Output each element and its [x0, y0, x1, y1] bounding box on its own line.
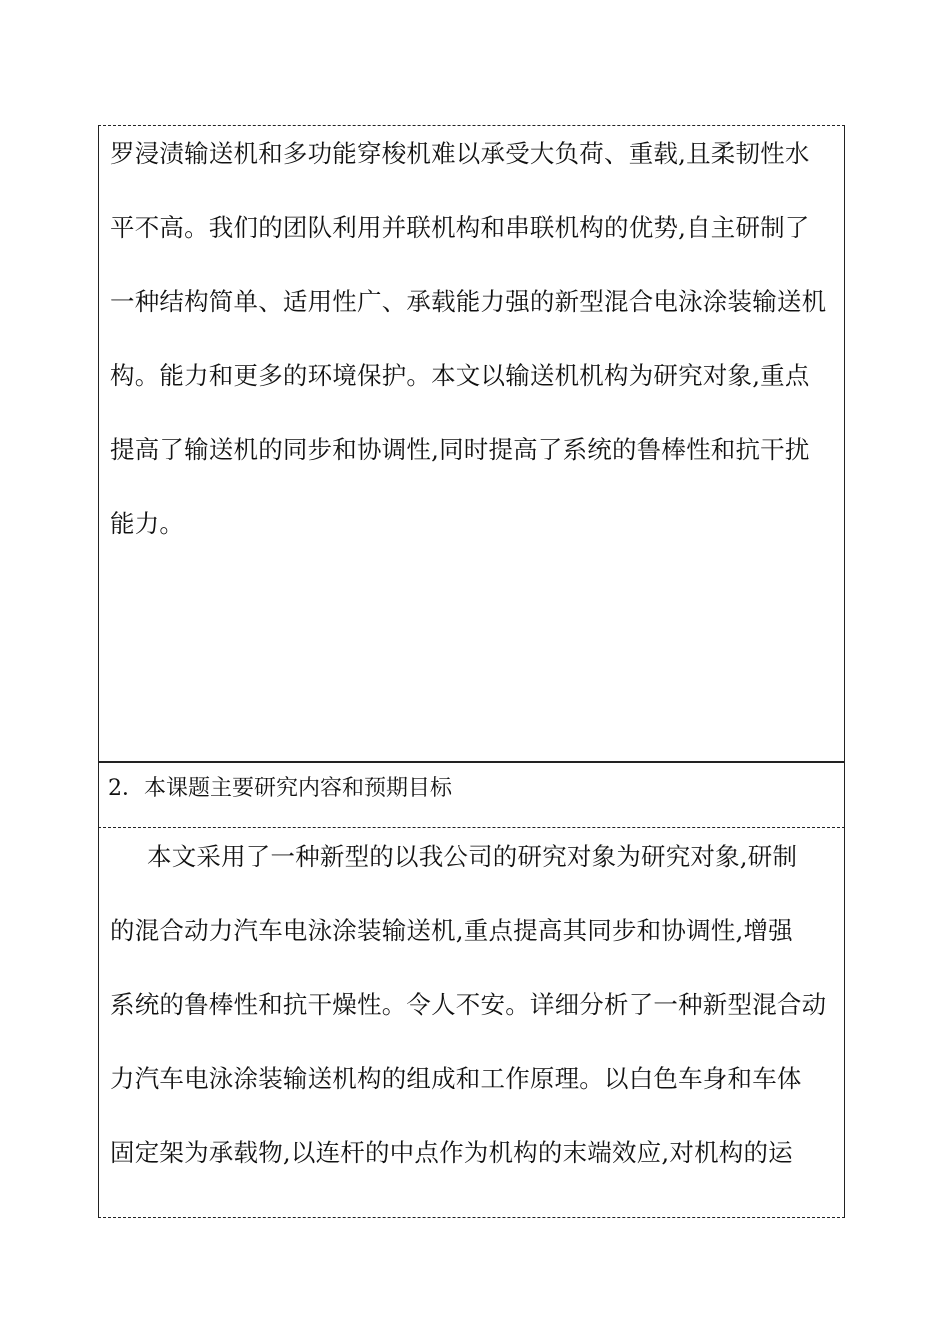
- text-line: 能力。: [110, 509, 185, 538]
- text-line: 罗浸渍输送机和多功能穿梭机难以承受大负荷、重载,且柔韧性水: [110, 139, 810, 168]
- text-line: 系统的鲁棒性和抗干燥性。令人不安。详细分析了一种新型混合动: [110, 990, 827, 1019]
- text-line: 固定架为承载物,以连杆的中点作为机构的末端效应,对机构的运: [110, 1138, 793, 1167]
- text-line: 的混合动力汽车电泳涂装输送机,重点提高其同步和协调性,增强: [110, 916, 793, 945]
- table-bottom-border: [98, 1217, 845, 1218]
- text-line: 提高了输送机的同步和协调性,同时提高了系统的鲁棒性和抗干扰: [110, 435, 810, 464]
- section1-body: [110, 117, 838, 561]
- text-line: 平不高。我们的团队利用并联机构和串联机构的优势,自主研制了: [110, 213, 810, 242]
- text-line: 构。能力和更多的环境保护。本文以输送机机构为研究对象,重点: [110, 361, 810, 390]
- section2-body: [110, 820, 838, 1190]
- section-divider: [98, 761, 845, 763]
- text-line: 一种结构简单、适用性广、承载能力强的新型混合电泳涂装输送机: [110, 287, 827, 316]
- text-line: 力汽车电泳涂装输送机构的组成和工作原理。以白色车身和车体: [110, 1064, 802, 1093]
- text-line: 本文采用了一种新型的以我公司的研究对象为研究对象,研制: [147, 842, 798, 871]
- section2-heading: 2．本课题主要研究内容和预期目标: [108, 776, 452, 801]
